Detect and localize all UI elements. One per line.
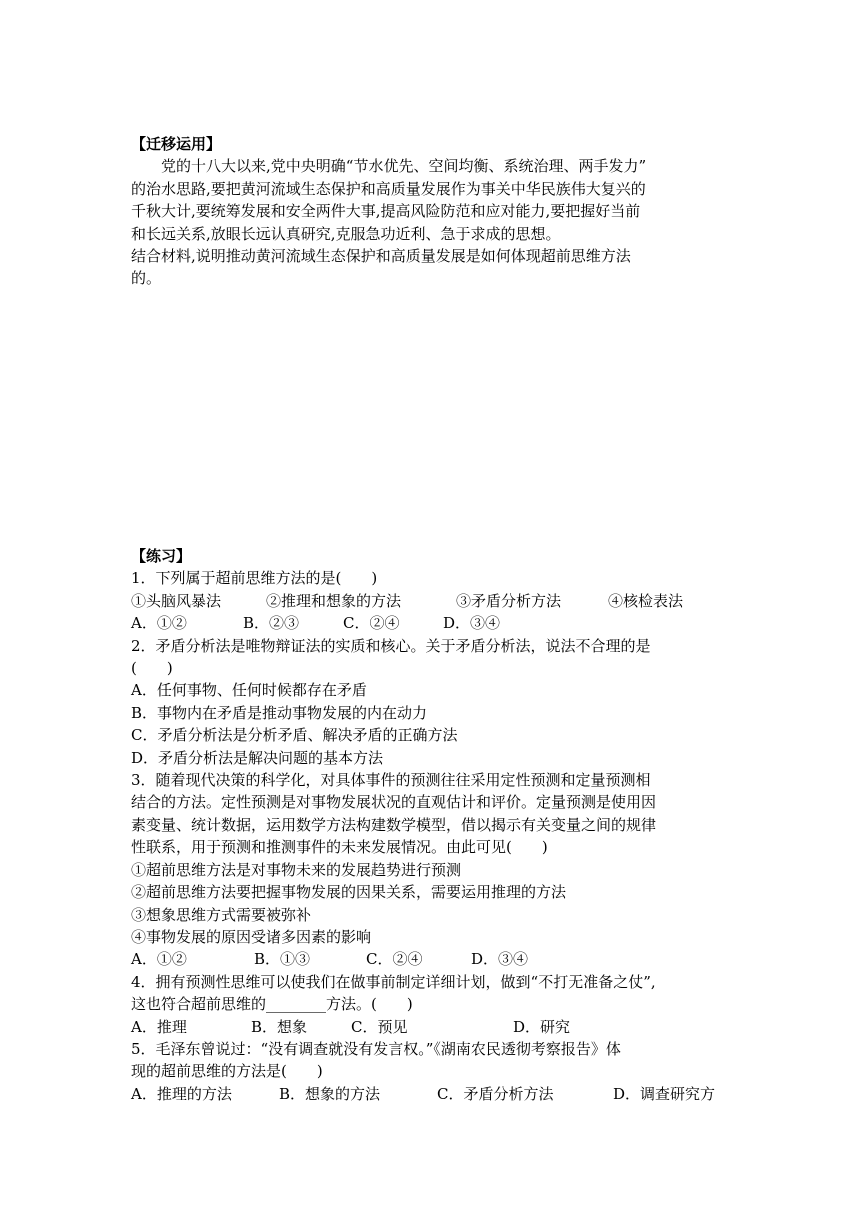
question-1-options (131, 612, 731, 634)
question-2-stem: ( ) (131, 659, 173, 678)
section-transfer (131, 133, 731, 290)
option-b: B．想象 (251, 1017, 308, 1036)
question-2-stem: 2．矛盾分析法是唯物辩证法的实质和核心。关于矛盾分析法，说法不合理的是 (131, 636, 651, 655)
paragraph-line: 和长远关系,放眼长远认真研究,克服急功近利、急于求成的思想。 (131, 224, 561, 243)
section-heading: 【迁移运用】 (131, 135, 222, 153)
option-a: A．任何事物、任何时候都存在矛盾 (131, 681, 367, 700)
question-5-stem: 5．毛泽东曾说过：“没有调查就没有发言权。”《湖南农民透彻考察报告》体 (131, 1039, 621, 1058)
paragraph-line: 的治水思路,要把黄河流域生态保护和高质量发展作为事关中华民族伟大复兴的 (131, 179, 646, 198)
list-item: ②超前思维方法要把握事物发展的因果关系，需要运用推理的方法 (131, 883, 567, 902)
option-a: A．推理的方法 (131, 1084, 232, 1103)
option-c: C．矛盾分析法是分析矛盾、解决矛盾的正确方法 (131, 726, 458, 745)
list-item: ②推理和想象的方法 (266, 591, 402, 610)
option-c: C．矛盾分析方法 (437, 1084, 554, 1103)
question-1-stem: 1．下列属于超前思维方法的是( ) (131, 569, 378, 588)
list-item: ③想象思维方式需要被弥补 (131, 905, 312, 924)
question-3-stem: 素变量、统计数据，运用数学方法构建数学模型，借以揭示有关变量之间的规律 (131, 815, 657, 834)
question-5-stem: 现的超前思维的方法是( ) (131, 1062, 323, 1081)
option-d: D．③④ (443, 614, 501, 633)
option-d: D．调查研究方 (613, 1084, 716, 1103)
list-item: ④事物发展的原因受诸多因素的影响 (131, 927, 372, 946)
option-c: C．②④ (366, 950, 423, 969)
question-3-stem: 3．随着现代决策的科学化，对具体事件的预测往往采用定性预测和定量预测相 (131, 771, 651, 790)
option-b: B．①③ (254, 950, 311, 969)
list-item: ③矛盾分析方法 (456, 591, 562, 610)
question-line: 结合材料,说明推动黄河流域生态保护和高质量发展是如何体现超前思维方法 (131, 247, 631, 266)
option-a: A．推理 (131, 1017, 187, 1036)
option-c: C．②④ (343, 614, 400, 633)
option-d: D．研究 (513, 1017, 571, 1036)
paragraph-line: 千秋大计,要统筹发展和安全两件大事,提高风险防范和应对能力,要把握好当前 (131, 202, 641, 221)
list-item: ①超前思维方法是对事物未来的发展趋势进行预测 (131, 860, 462, 879)
question-3-options (131, 948, 731, 970)
option-d: D．③④ (471, 950, 529, 969)
section-exercise (131, 545, 731, 1105)
question-1-items (131, 590, 731, 612)
option-a: A．①② (131, 614, 187, 633)
list-item: ①头脑风暴法 (131, 591, 222, 610)
option-b: B．②③ (243, 614, 300, 633)
question-3-stem: 结合的方法。定性预测是对事物发展状况的直观估计和评价。定量预测是使用因 (131, 793, 657, 812)
option-c: C．预见 (351, 1017, 408, 1036)
question-4-stem: 这也符合超前思维的________方法。( ) (131, 995, 413, 1014)
question-4-options (131, 1016, 731, 1038)
list-item: ④核检表法 (608, 591, 684, 610)
question-5-options (131, 1083, 731, 1105)
paragraph-line: 党的十八大以来,党中央明确“节水优先、空间均衡、系统治理、两手发力” (161, 157, 647, 176)
question-3-stem: 性联系，用于预测和推测事件的未来发展情况。由此可见( ) (131, 838, 548, 857)
option-a: A．①② (131, 950, 187, 969)
question-4-stem: 4．拥有预测性思维可以使我们在做事前制定详细计划，做到“不打无准备之仗”, (131, 972, 656, 991)
option-b: B．事物内在矛盾是推动事物发展的内在动力 (131, 703, 428, 722)
section-heading: 【练习】 (131, 547, 192, 565)
option-b: B．想象的方法 (279, 1084, 381, 1103)
question-line: 的。 (131, 269, 162, 288)
option-d: D．矛盾分析法是解决问题的基本方法 (131, 748, 384, 767)
